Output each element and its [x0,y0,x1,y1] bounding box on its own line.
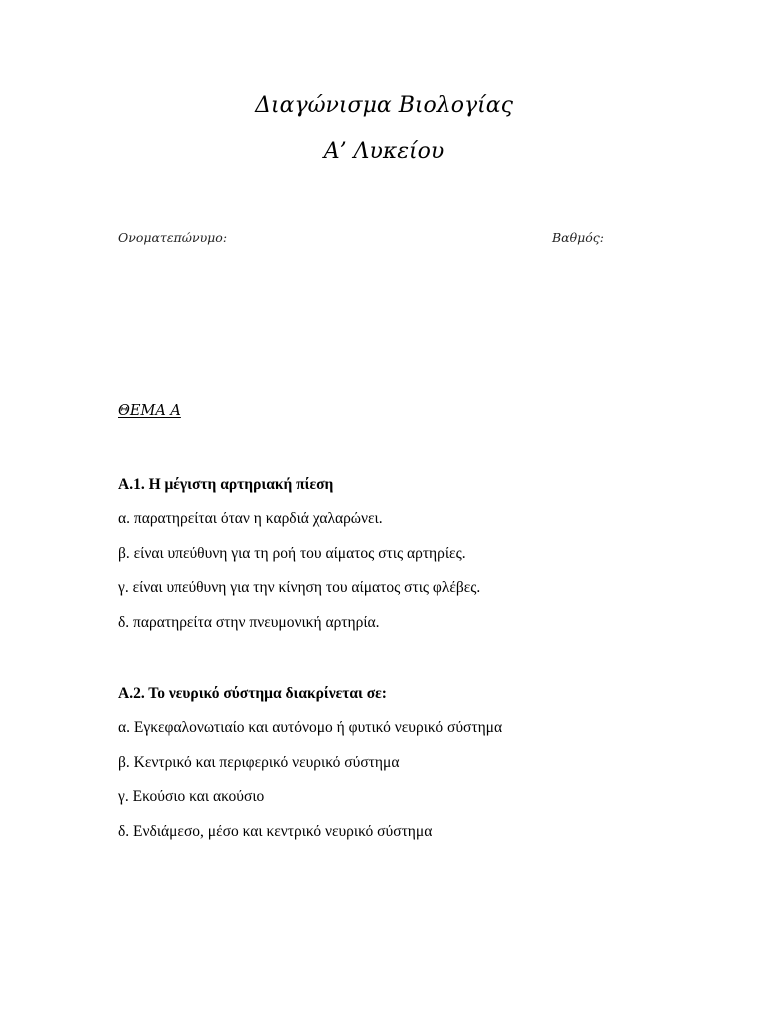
answer-option: γ. Εκούσιο και ακούσιο [118,788,265,805]
question-title: Α.2. Το νευρικό σύστημα διακρίνεται σε: [118,685,387,702]
answer-option: γ. είναι υπεύθυνη για την κίνηση του αίματος στις φλέβες. [118,579,481,596]
exam-class-subtitle: Α’ Λυκείου [323,139,445,164]
question-title: Α.1. Η μέγιστη αρτηριακή πίεση [118,476,334,493]
name-field-label: Ονοματεπώνυμο: [118,230,228,245]
answer-option: β. είναι υπεύθυνη για τη ροή του αίματος στις αρτηρίες. [118,544,466,562]
answer-option: α. παρατηρείται όταν η καρδιά χαλαρώνει. [118,510,383,527]
answer-option: δ. Ενδιάμεσο, μέσο και κεντρικό νευρικό σύστημα [118,822,433,840]
answer-option: α. Εγκεφαλονωτιαίο και αυτόνομο ή φυτικό νευρικό σύστημα [118,719,503,736]
question-a1 [118,475,738,647]
question-a2 [118,684,738,856]
exam-title: Διαγώνισμα Βιολογίας [255,93,513,118]
answer-option: δ. παρατηρείτα στην πνευμονική αρτηρία. [118,613,380,631]
section-a-title: ΘΕΜΑ Α [118,403,181,419]
grade-field-label: Βαθμός: [552,230,605,245]
answer-option: β. Κεντρικό και περιφερικό νευρικό σύστημα [118,753,400,771]
